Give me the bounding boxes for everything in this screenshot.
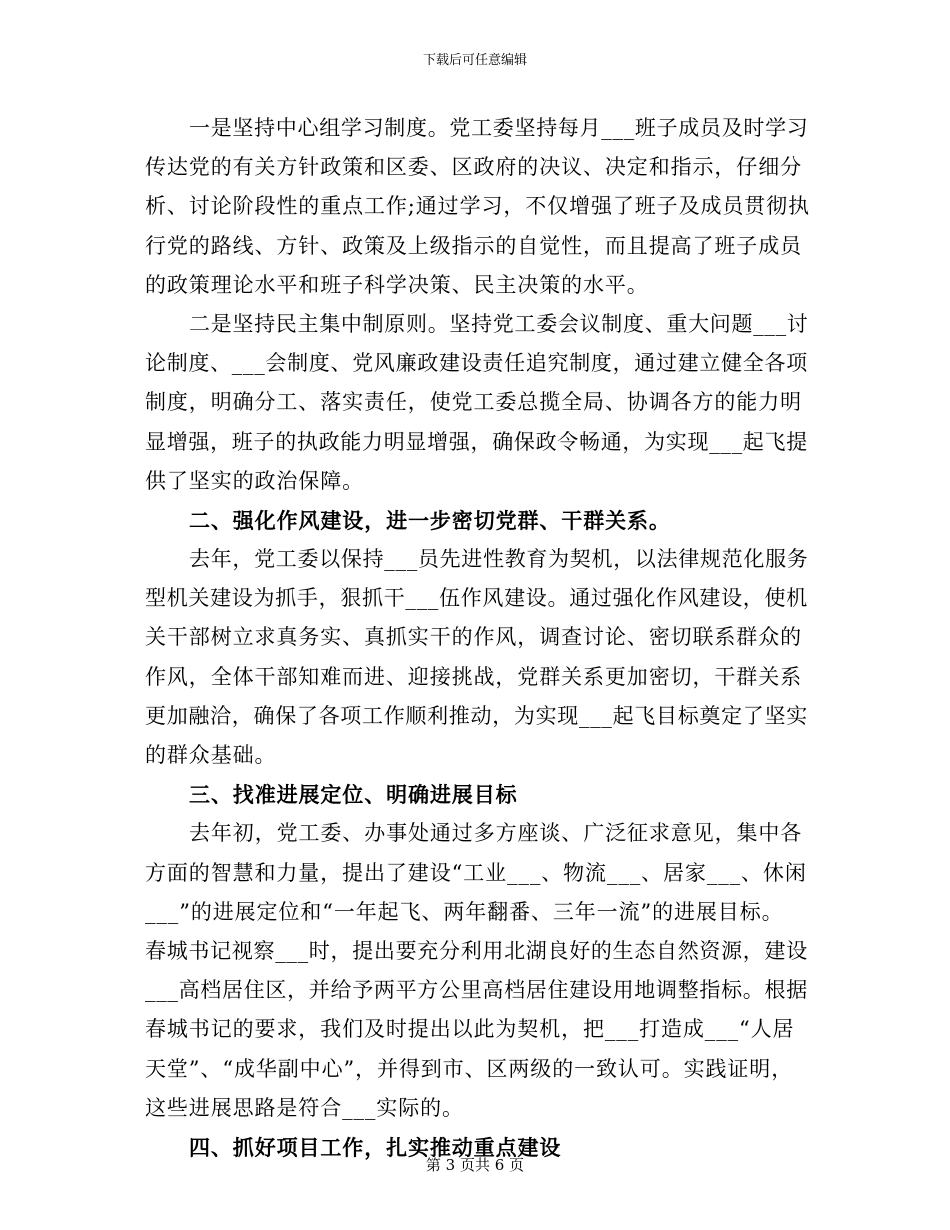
text-line: 这些进展思路是符合___实际的。 (145, 1095, 464, 1120)
text-line: 一是坚持中心组学习制度。党工委坚持每月___班子成员及时学习 (189, 116, 809, 140)
text-line: 论制度、___会制度、党风廉政建设责任追究制度，通过建立健全各项 (145, 351, 808, 376)
text-line: ___高档居住区，并给予两平方公里高档居住建设用地调整指标。根据 (145, 978, 808, 1003)
text-line: 方面的智慧和力量，提出了建设“工业___、物流___、居家___、休闲 (145, 860, 807, 885)
text-line: 春城书记的要求，我们及时提出以此为契机，把___打造成___“人居 (145, 1017, 795, 1042)
text-line: 供了坚实的政治保障。 (145, 468, 364, 493)
text-line: 春城书记视察___时，提出要充分利用北湖良好的生态自然资源，建设 (145, 938, 808, 963)
text-line: ___”的进展定位和“一年起飞、两年翻番、三年一流”的进展目标。 (145, 899, 784, 924)
text-line: 去年初，党工委、办事处通过多方座谈、广泛征求意见，集中各 (189, 821, 803, 846)
text-line: 显增强，班子的执政能力明显增强，确保政令畅通，为实现___起飞提 (145, 429, 808, 454)
text-line: 析、讨论阶段性的重点工作;通过学习，不仅增强了班子及成员贯彻执 (145, 194, 810, 219)
text-line: 型机关建设为抓手，狠抓干___伍作风建设。通过强化作风建设，使机 (145, 586, 808, 611)
text-line: 天堂”、“成华副中心”，并得到市、区两级的一致认可。实践证明， (145, 1056, 794, 1081)
section-heading: 四、抓好项目工作，扎实推动重点建设 (189, 1134, 562, 1160)
text-line: 行党的路线、方针、政策及上级指示的自觉性，而且提高了班子成员 (145, 233, 802, 258)
text-line: 制度，明确分工、落实责任，使党工委总揽全局、协调各方的能力明 (145, 390, 802, 415)
text-line: 更加融洽，确保了各项工作顺利推动，为实现___起飞目标奠定了坚实 (145, 703, 808, 728)
section-heading: 三、找准进展定位、明确进展目标 (189, 782, 518, 808)
text-line: 的群众基础。 (145, 743, 277, 767)
document-body (145, 109, 810, 1167)
text-line: 关干部树立求真务实、真抓实干的作风，调查讨论、密切联系群众的 (145, 625, 802, 650)
section-heading: 二、强化作风建设，进一步密切党群、干群关系。 (189, 507, 671, 533)
text-line: 的政策理论水平和班子科学决策、民主决策的水平。 (145, 272, 649, 297)
page-number: 第 3 页共 6 页 (425, 1156, 525, 1174)
text-line: 传达党的有关方针政策和区委、区政府的决议、决定和指示，仔细分 (145, 155, 802, 180)
page-header: 下载后可任意编辑 (422, 53, 527, 68)
text-line: 作风，全体干部知难而进、迎接挑战，党群关系更加密切，干群关系 (145, 664, 802, 689)
text-line: 二是坚持民主集中制原则。坚持党工委会议制度、重大问题___讨 (189, 311, 809, 336)
text-line: 去年，党工委以保持___员先进性教育为契机，以法律规范化服务 (189, 547, 809, 572)
